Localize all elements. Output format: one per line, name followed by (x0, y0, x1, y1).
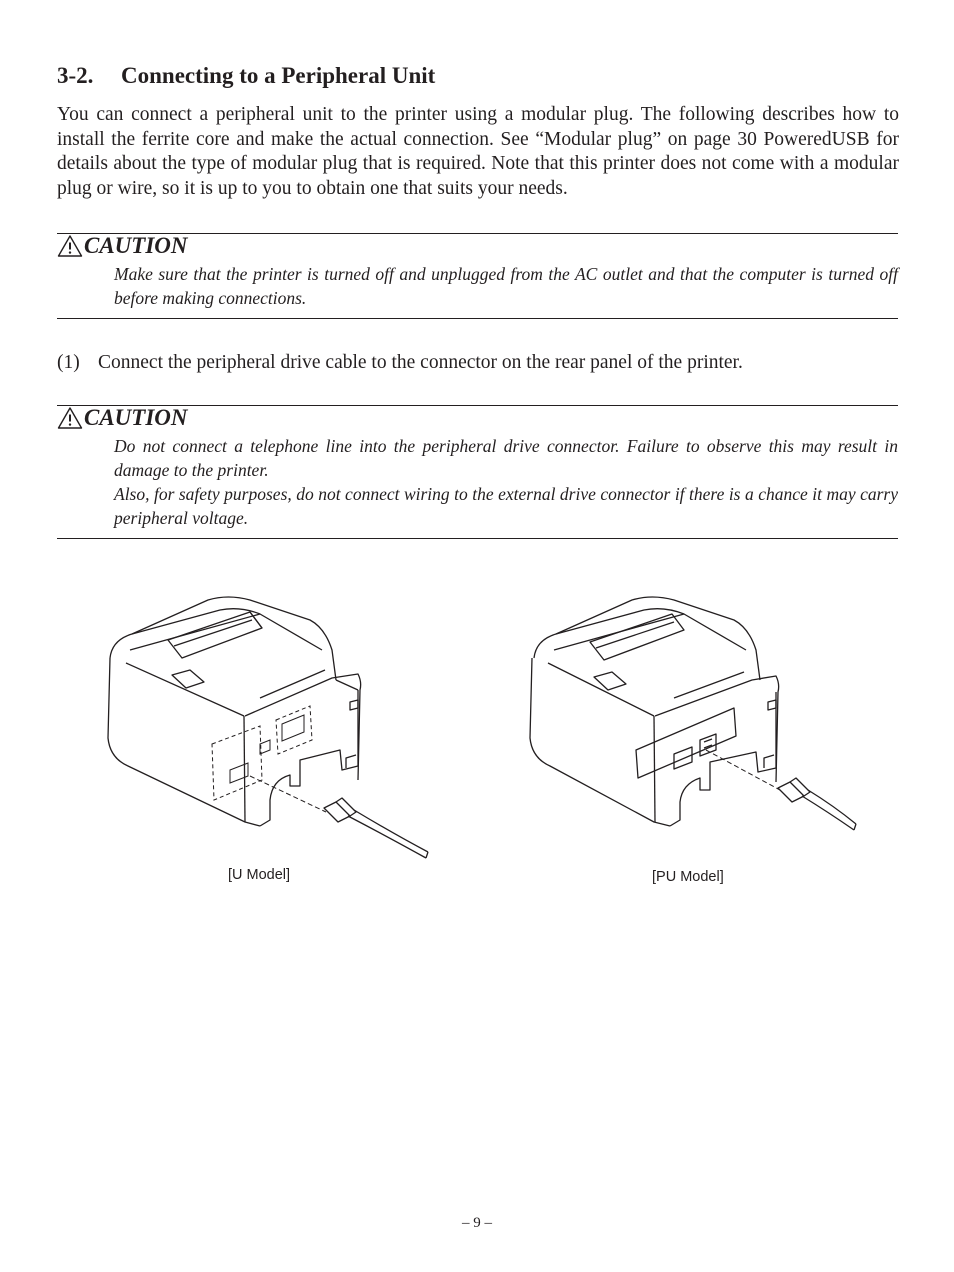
u-model-caption: [U Model] (228, 867, 291, 883)
warning-triangle-icon (57, 234, 83, 258)
u-model-printer-illustration (100, 590, 440, 880)
caution-text: Do not connect a telephone line into the peripheral drive connector. Failure to observe this may result in damage to the printer. (114, 436, 898, 480)
step-1 (57, 352, 743, 374)
pu-model-printer-illustration (524, 590, 864, 880)
section-heading (57, 63, 435, 89)
warning-triangle-icon (57, 406, 83, 430)
caution-heading (57, 405, 188, 431)
caution-title: CAUTION (84, 233, 188, 258)
page-number: – 9 – (462, 1215, 492, 1231)
intro-paragraph: You can connect a peripheral unit to the printer using a modular plug. The following describes how to install the ferrite core and make the actual connection. See “Modular plug” on page 30 PoweredUSB for details about the type of modular plug that is required. Note that this printer does not come with a modular plug or wire, so it is up to you to obtain one that suits your needs. (57, 104, 899, 199)
caution-bottom-rule (57, 318, 898, 319)
step-text: Connect the peripheral drive cable to the connector on the rear panel of the printer. (98, 352, 743, 373)
caution-text: Also, for safety purposes, do not connect wiring to the external drive connector if there is a chance it may carry peripheral voltage. (114, 484, 898, 528)
section-number: 3-2. (57, 63, 94, 88)
caution-heading (57, 233, 188, 259)
step-number: (1) (57, 352, 80, 373)
caution-bottom-rule (57, 538, 898, 539)
section-title: Connecting to a Peripheral Unit (121, 63, 436, 88)
caution-text: Make sure that the printer is turned off and unplugged from the AC outlet and that the computer is turned off before making connections. (114, 264, 898, 308)
caution-title: CAUTION (84, 405, 188, 430)
pu-model-caption: [PU Model] (652, 869, 724, 885)
